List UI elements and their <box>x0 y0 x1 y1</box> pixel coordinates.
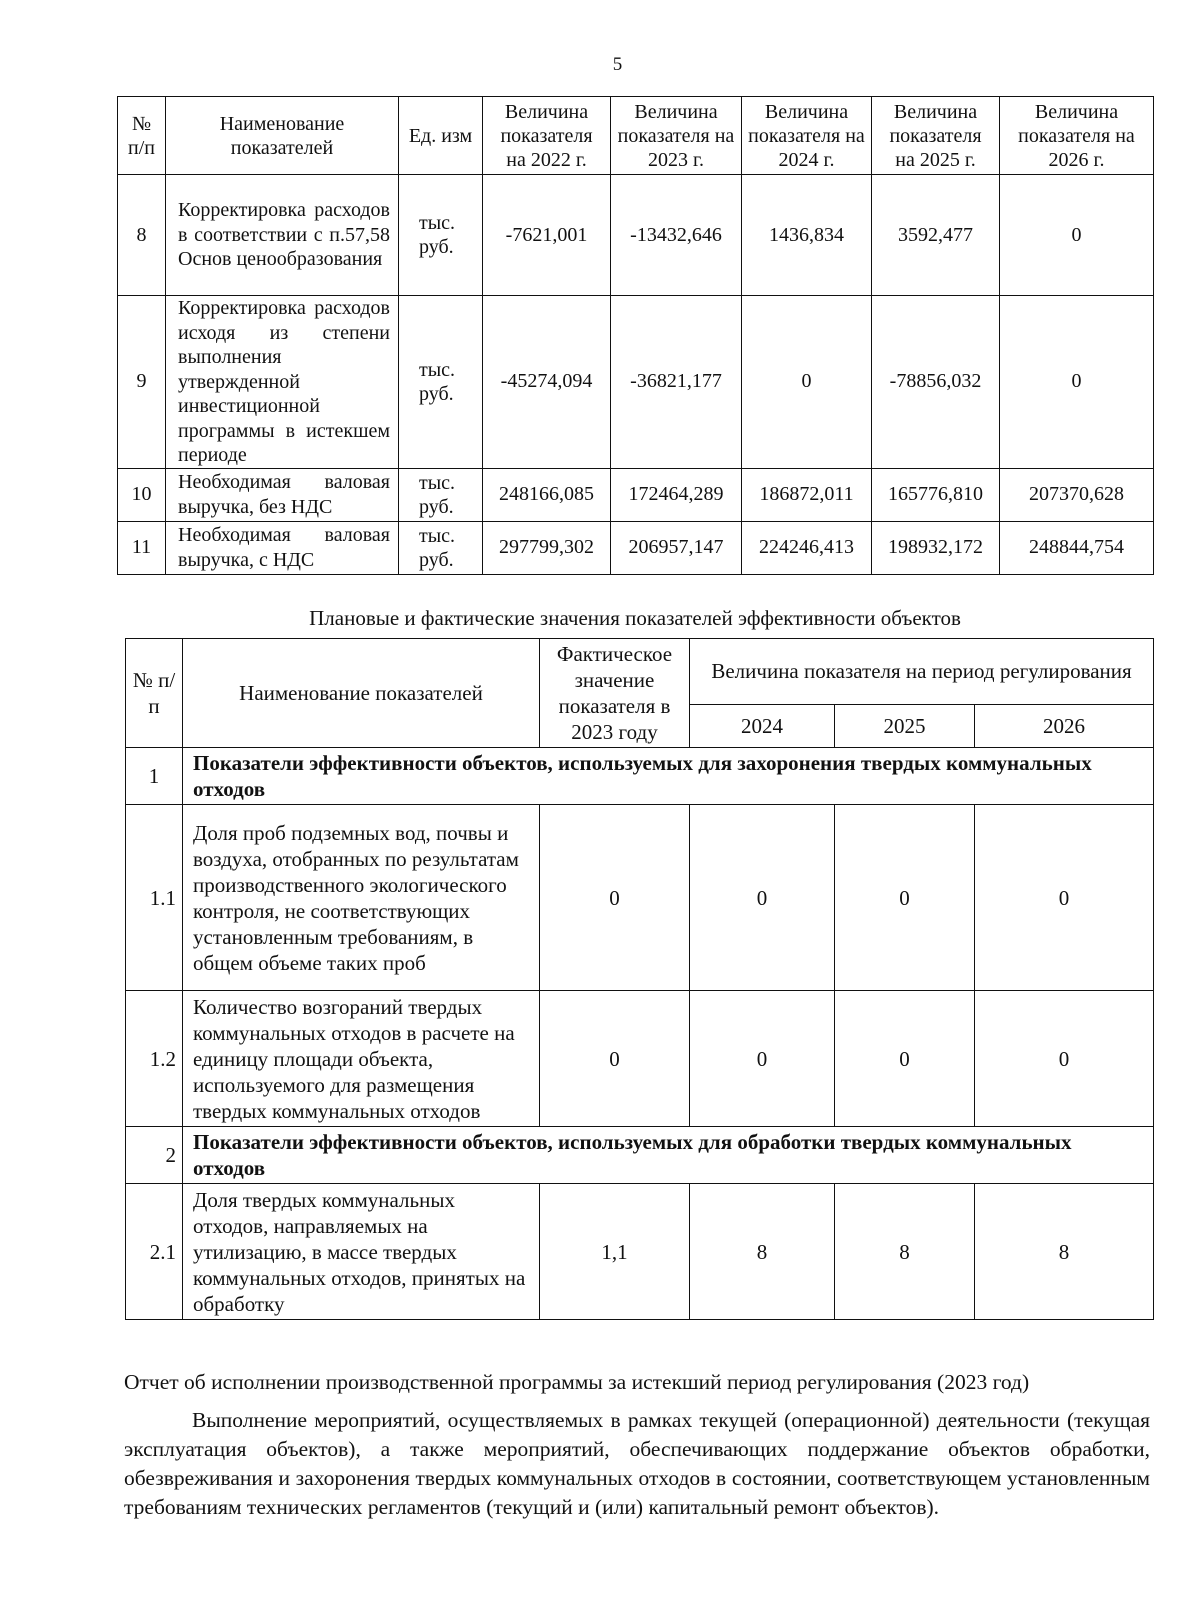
indicator-name: Необходимая валовая выручка, без НДС <box>166 468 399 521</box>
year-header: 2025 <box>835 704 975 747</box>
table-header-row <box>118 97 1154 175</box>
section-row <box>126 748 1154 805</box>
indicator-name: Корректировка расходов исходя из степени выполнения утвержденной инвестиционной программы в истекшем периоде <box>166 296 399 469</box>
value-cell: 248166,085 <box>483 468 611 521</box>
header-cell: № п/п <box>118 97 166 175</box>
table-caption: Плановые и фактические значения показателей эффективности объектов <box>309 606 961 630</box>
row-number: 1.1 <box>126 805 183 991</box>
value-cell: 0 <box>690 805 835 991</box>
value-cell: 8 <box>975 1184 1154 1320</box>
header-cell: Величина показателя на 2025 г. <box>872 97 1000 175</box>
year-header: 2026 <box>975 704 1154 747</box>
gross-revenue-table <box>117 96 1154 575</box>
value-cell: 0 <box>1000 175 1154 296</box>
value-cell: 1,1 <box>540 1184 690 1320</box>
unit-cell: тыс. руб. <box>399 175 483 296</box>
header-cell: Величина показателя на период регулирования <box>690 639 1154 705</box>
table-row <box>118 468 1154 521</box>
indicator-name: Необходимая валовая выручка, с НДС <box>166 521 399 574</box>
unit-cell: тыс. руб. <box>399 468 483 521</box>
table-row <box>118 296 1154 469</box>
value-cell: 0 <box>1000 296 1154 469</box>
row-number: 1.2 <box>126 991 183 1127</box>
value-cell: 1436,834 <box>742 175 872 296</box>
header-cell: Величина показателя на 2023 г. <box>611 97 742 175</box>
indicator-name: Количество возгораний твердых коммунальных отходов в расчете на единицу площади объекта, используемого для размещения твердых коммунальных отходов <box>183 991 540 1127</box>
value-cell: 0 <box>742 296 872 469</box>
value-cell: 248844,754 <box>1000 521 1154 574</box>
value-cell: -36821,177 <box>611 296 742 469</box>
header-cell: Величина показателя на 2024 г. <box>742 97 872 175</box>
section-title: Показатели эффективности объектов, используемых для захоронения твердых коммунальных отходов <box>183 748 1154 805</box>
value-cell: 172464,289 <box>611 468 742 521</box>
value-cell: -45274,094 <box>483 296 611 469</box>
indicator-name: Корректировка расходов в соответствии с п.57,58 Основ ценообразования <box>166 175 399 296</box>
value-cell: 198932,172 <box>872 521 1000 574</box>
table-row <box>118 175 1154 296</box>
value-cell: 0 <box>540 805 690 991</box>
header-cell: Величина показателя на 2022 г. <box>483 97 611 175</box>
header-cell: Величина показателя на 2026 г. <box>1000 97 1154 175</box>
section-title: Показатели эффективности объектов, используемых для обработки твердых коммунальных отходов <box>183 1127 1154 1184</box>
table-row <box>118 521 1154 574</box>
row-number: 11 <box>118 521 166 574</box>
value-cell: 0 <box>835 805 975 991</box>
page-number: 5 <box>612 54 623 75</box>
indicator-name: Доля проб подземных вод, почвы и воздуха, отобранных по результатам производственного экологического контроля, не соответствующих установленным требованиям, в общем объеме таких проб <box>183 805 540 991</box>
row-number: 2 <box>126 1127 183 1184</box>
row-number: 9 <box>118 296 166 469</box>
row-number: 10 <box>118 468 166 521</box>
table-row <box>126 1184 1154 1320</box>
value-cell: 186872,011 <box>742 468 872 521</box>
value-cell: -13432,646 <box>611 175 742 296</box>
table-row <box>126 805 1154 991</box>
value-cell: -7621,001 <box>483 175 611 296</box>
value-cell: 297799,302 <box>483 521 611 574</box>
table-row <box>126 991 1154 1127</box>
value-cell: 3592,477 <box>872 175 1000 296</box>
report-paragraph: Выполнение мероприятий, осуществляемых в рамках текущей (операционной) деятельности (текущая эксплуатация объектов), а также мероприятий, обеспечивающих поддержание объектов обработки, обезвреживания и захоронения твердых коммунальных отходов в состоянии, соответствующем установленным требованиям технических регламентов (текущий и (или) капитальный ремонт объектов). <box>124 1408 1150 1519</box>
value-cell: 207370,628 <box>1000 468 1154 521</box>
indicator-name: Доля твердых коммунальных отходов, направляемых на утилизацию, в массе твердых коммунальных отходов, принятых на обработку <box>183 1184 540 1320</box>
value-cell: 0 <box>540 991 690 1127</box>
table-header-row <box>126 639 1154 705</box>
value-cell: 224246,413 <box>742 521 872 574</box>
year-header: 2024 <box>690 704 835 747</box>
row-number: 8 <box>118 175 166 296</box>
value-cell: 0 <box>975 805 1154 991</box>
row-number: 2.1 <box>126 1184 183 1320</box>
value-cell: 0 <box>835 991 975 1127</box>
header-cell: Ед. изм <box>399 97 483 175</box>
row-number: 1 <box>126 748 183 805</box>
value-cell: 0 <box>690 991 835 1127</box>
value-cell: 8 <box>690 1184 835 1320</box>
efficiency-indicators-table <box>125 638 1154 1320</box>
header-cell: Наименование показателей <box>166 97 399 175</box>
section-row <box>126 1127 1154 1184</box>
value-cell: 8 <box>835 1184 975 1320</box>
header-cell: Фактическое значение показателя в 2023 году <box>540 639 690 748</box>
value-cell: 0 <box>975 991 1154 1127</box>
unit-cell: тыс. руб. <box>399 521 483 574</box>
value-cell: 206957,147 <box>611 521 742 574</box>
unit-cell: тыс. руб. <box>399 296 483 469</box>
report-title: Отчет об исполнении производственной программы за истекший период регулирования (2023 год) <box>124 1370 1030 1394</box>
value-cell: -78856,032 <box>872 296 1000 469</box>
value-cell: 165776,810 <box>872 468 1000 521</box>
header-cell: Наименование показателей <box>183 639 540 748</box>
header-cell: № п/п <box>126 639 183 748</box>
